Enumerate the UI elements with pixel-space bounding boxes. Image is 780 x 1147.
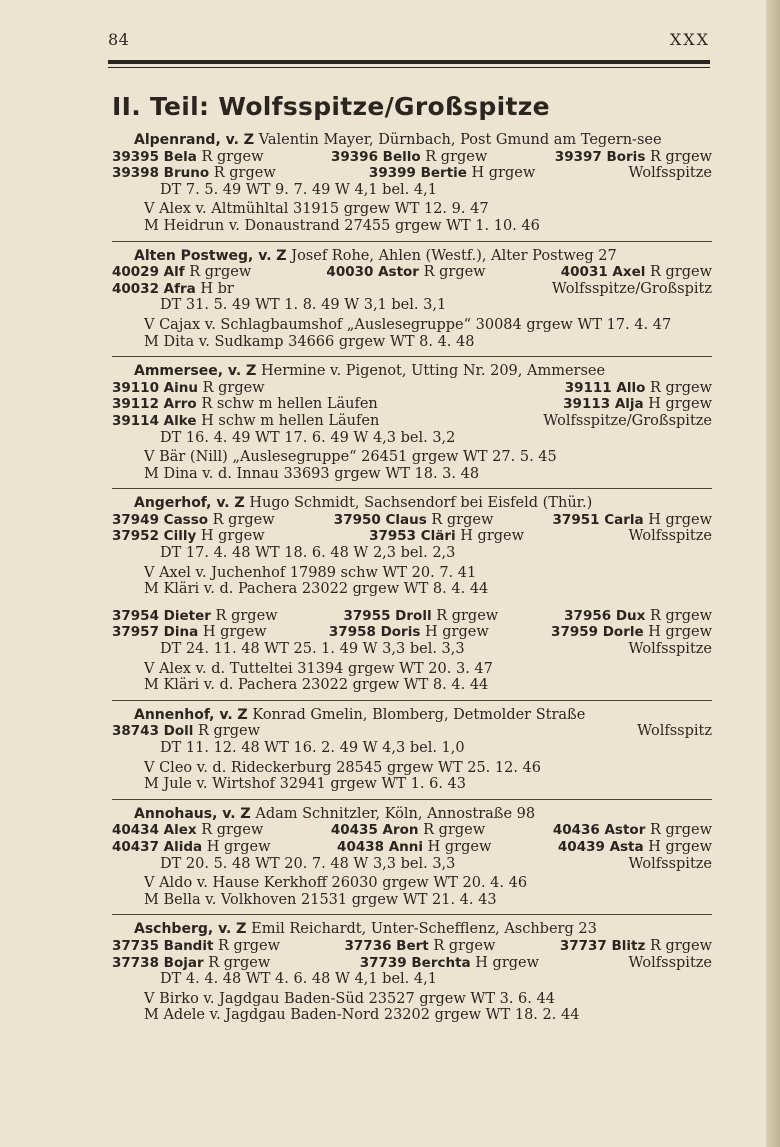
litter-dates xyxy=(112,641,712,658)
breeder-marker: Z xyxy=(245,363,257,380)
puppy-sex-color: R grgew xyxy=(423,822,486,839)
litter-block xyxy=(112,380,712,483)
kennel-entry xyxy=(112,126,712,242)
puppy-record xyxy=(369,165,535,182)
puppy-sex-color: H schw m hellen Läufen xyxy=(201,412,380,429)
litter-dates-text: DT 31. 5. 49 WT 1. 8. 49 W 3,1 bel. 3,1 xyxy=(160,297,447,314)
kennel-entry xyxy=(112,800,712,916)
puppy-number-name: 40438 Anni xyxy=(337,838,424,855)
puppy-record xyxy=(565,380,712,397)
puppy-record xyxy=(344,608,499,625)
dam-line: M Heidrun v. Donaustrand 27455 grgew WT 1. 10. 46 xyxy=(144,217,540,234)
breeder-address: Hugo Schmidt, Sachsendorf bei Eisfeld (Thür.) xyxy=(249,495,593,512)
puppy-number-name: 37957 Dina xyxy=(112,624,199,641)
puppy-row xyxy=(112,608,712,625)
kennel-owner-line xyxy=(112,707,712,724)
puppy-record xyxy=(112,281,234,298)
puppy-number-name: 38743 Doll xyxy=(112,723,194,740)
puppy-sex-color: H grgew xyxy=(206,838,271,855)
puppy-sex-color: R schw m hellen Läufen xyxy=(201,396,378,413)
header-rule-thick xyxy=(108,60,710,64)
puppy-sex-color: H grgew xyxy=(200,528,265,545)
puppy-record xyxy=(369,528,524,545)
puppy-sex-color: R grgew xyxy=(201,148,264,165)
litter-dates xyxy=(112,740,712,757)
litter-dates xyxy=(112,297,712,314)
puppy-number-name: 37956 Dux xyxy=(564,607,646,624)
litter-dates-text: DT 24. 11. 48 WT 25. 1. 49 W 3,3 bel. 3,3 xyxy=(160,641,465,658)
breeder-address: Josef Rohe, Ahlen (Westf.), Alter Postweg 27 xyxy=(291,247,617,264)
puppy-number-name: 37955 Droll xyxy=(343,607,432,624)
puppy-record xyxy=(326,264,485,281)
puppy-sex-color: H grgew xyxy=(648,838,712,855)
litter-dates xyxy=(112,182,712,199)
dam-line: M Jule v. Wirtshof 32941 grgew WT 1. 6. 43 xyxy=(144,776,467,793)
puppy-number-name: 37739 Berchta xyxy=(359,954,471,971)
puppy-number-name: 37951 Carla xyxy=(552,511,644,528)
puppy-sex-color: R grgew xyxy=(202,379,265,396)
puppy-row xyxy=(112,149,712,166)
page-header xyxy=(108,30,710,52)
breed-label: Wolfsspitze xyxy=(628,528,712,545)
puppy-record xyxy=(112,396,378,413)
puppy-record xyxy=(112,955,270,972)
dam-line: M Bella v. Volkhoven 21531 grgew WT 21. 4. 43 xyxy=(144,891,497,908)
puppy-record xyxy=(329,624,489,641)
puppy-number-name: 39114 Alke xyxy=(112,412,197,429)
kennel-name: Ammersee, v. xyxy=(134,363,242,380)
puppy-record xyxy=(561,264,712,281)
puppy-record xyxy=(331,149,487,166)
puppy-record xyxy=(112,528,265,545)
puppy-number-name: 40439 Asta xyxy=(557,838,644,855)
puppy-row xyxy=(112,264,712,281)
sire-line: V Bär (Nill) „Auslesegruppe“ 26451 grgew WT 27. 5. 45 xyxy=(144,449,557,466)
page-edge-shadow xyxy=(766,0,780,1147)
puppy-number-name: 40031 Axel xyxy=(560,264,646,281)
dam-line: M Adele v. Jagdgau Baden-Nord 23202 grgew WT 18. 2. 44 xyxy=(144,1007,580,1024)
breed-label: Wolfsspitze xyxy=(628,641,712,658)
puppy-sex-color: H grgew xyxy=(460,528,525,545)
kennel-name: Annohaus, v. xyxy=(134,805,236,822)
puppy-row xyxy=(112,938,712,955)
puppy-number-name: 40436 Astor xyxy=(552,822,646,839)
puppy-number-name: 37736 Bert xyxy=(344,937,429,954)
puppy-number-name: 39395 Bela xyxy=(112,148,197,165)
kennel-owner-line xyxy=(112,363,712,380)
puppy-number-name: 40032 Afra xyxy=(112,280,196,297)
puppy-sex-color: R grgew xyxy=(649,937,712,954)
kennel-name: Annenhof, v. xyxy=(134,706,233,723)
kennel-owner-line xyxy=(112,921,712,938)
puppy-number-name: 37954 Dieter xyxy=(112,607,211,624)
puppy-row xyxy=(112,281,712,298)
puppy-sex-color: H grgew xyxy=(648,511,712,528)
litter-block xyxy=(112,822,712,908)
litter-dates-text: DT 11. 12. 48 WT 16. 2. 49 W 4,3 bel. 1,0 xyxy=(160,740,465,756)
puppy-record xyxy=(564,608,712,625)
kennel-name: Alpenrand, v. xyxy=(134,132,239,148)
puppy-record xyxy=(112,624,267,641)
dam-line: M Dina v. d. Innau 33693 grgew WT 18. 3. 48 xyxy=(144,465,480,482)
puppy-record xyxy=(112,165,276,182)
puppy-sex-color: R grgew xyxy=(649,264,712,281)
litter-dates-text: DT 16. 4. 49 WT 17. 6. 49 W 4,3 bel. 3,2 xyxy=(160,429,456,446)
puppy-sex-color: R grgew xyxy=(218,937,281,954)
puppy-number-name: 37949 Casso xyxy=(112,511,209,528)
kennel-entry xyxy=(112,489,712,701)
sire-line: V Alex v. d. Tutteltei 31394 grgew WT 20. 3. 47 xyxy=(144,660,493,677)
dam-line: M Kläri v. d. Pachera 23022 grgew WT 8. 4. 44 xyxy=(144,581,489,598)
kennel-name: Angerhof, v. xyxy=(134,495,230,512)
header-rule-thin xyxy=(108,67,710,68)
puppy-record xyxy=(337,839,491,856)
kennel-name: Alten Postweg, v. xyxy=(134,247,272,264)
breed-label: Wolfsspitze xyxy=(628,954,712,971)
puppy-record xyxy=(112,723,260,740)
kennel-entries xyxy=(112,126,712,1030)
puppy-sex-color: H grgew xyxy=(427,838,492,855)
puppy-record xyxy=(558,839,712,856)
puppy-row xyxy=(112,624,712,641)
breed-label: Wolfsspitze/Großspitze xyxy=(543,412,712,429)
puppy-row xyxy=(112,396,712,413)
litter-block xyxy=(112,723,712,792)
breeder-marker: Z xyxy=(235,921,247,938)
puppy-number-name: 37950 Claus xyxy=(333,511,427,528)
kennel-entry xyxy=(112,915,712,1030)
litter-dates-text: DT 17. 4. 48 WT 18. 6. 48 W 2,3 bel. 2,3 xyxy=(160,545,456,562)
puppy-row xyxy=(112,512,712,529)
puppy-sex-color: R grgew xyxy=(423,264,486,281)
puppy-record xyxy=(334,512,494,529)
litter-dates xyxy=(112,856,712,873)
puppy-record xyxy=(112,512,275,529)
puppy-record xyxy=(345,938,496,955)
puppy-number-name: 40029 Alf xyxy=(112,264,185,281)
puppy-sex-color: R grgew xyxy=(649,607,712,624)
puppy-row xyxy=(112,413,712,430)
breed-label: Wolfsspitze xyxy=(628,855,712,872)
puppy-sex-color: R grgew xyxy=(208,954,271,971)
puppy-sex-color: R grgew xyxy=(433,937,496,954)
puppy-record xyxy=(553,512,712,529)
puppy-sex-color: R grgew xyxy=(198,723,261,740)
puppy-row xyxy=(112,822,712,839)
litter-block xyxy=(112,608,712,694)
puppy-row xyxy=(112,723,712,740)
puppy-number-name: 40434 Alex xyxy=(112,822,197,839)
sire-line: V Cajax v. Schlagbaumshof „Auslesegruppe“ 30084 grgew WT 17. 4. 47 xyxy=(144,316,672,333)
puppy-sex-color: H grgew xyxy=(424,624,489,641)
puppy-number-name: 37959 Dorle xyxy=(551,624,644,641)
puppy-number-name: 39110 Ainu xyxy=(112,379,198,396)
puppy-number-name: 37735 Bandit xyxy=(112,937,214,954)
puppy-record xyxy=(551,624,712,641)
puppy-sex-color: R grgew xyxy=(215,607,278,624)
puppy-record xyxy=(112,822,263,839)
puppy-number-name: 39111 Allo xyxy=(564,379,646,396)
breeder-marker: Z xyxy=(276,247,287,264)
breed-label: Wolfsspitz xyxy=(637,723,712,740)
section-roman-numeral: XXX xyxy=(669,30,710,49)
litter-dates xyxy=(112,430,712,447)
breed-label: Wolfsspitze xyxy=(628,165,712,182)
breeder-address: Emil Reichardt, Unter-Schefflenz, Aschberg 23 xyxy=(251,921,597,938)
kennel-entry xyxy=(112,357,712,489)
puppy-sex-color: H grgew xyxy=(202,624,267,641)
puppy-number-name: 39399 Bertie xyxy=(368,165,467,182)
puppy-number-name: 37953 Cläri xyxy=(369,528,456,545)
litter-dates-text: DT 20. 5. 48 WT 20. 7. 48 W 3,3 bel. 3,3 xyxy=(160,855,456,872)
puppy-number-name: 39113 Alja xyxy=(563,396,644,413)
dam-line: M Dita v. Sudkamp 34666 grgew WT 8. 4. 48 xyxy=(144,333,475,350)
puppy-record xyxy=(112,839,271,856)
puppy-sex-color: R grgew xyxy=(431,511,494,528)
kennel-name: Aschberg, v. xyxy=(134,921,232,938)
puppy-record xyxy=(560,938,712,955)
puppy-number-name: 40030 Astor xyxy=(326,264,419,281)
kennel-owner-line xyxy=(112,806,712,823)
sire-line: V Alex v. Altmühltal 31915 grgew WT 12. 9. 47 xyxy=(144,201,489,218)
puppy-row xyxy=(112,955,712,972)
puppy-record xyxy=(563,396,712,413)
puppy-sex-color: R grgew xyxy=(213,165,276,182)
puppy-record xyxy=(553,822,712,839)
litter-dates-text: DT 4. 4. 48 WT 4. 6. 48 W 4,1 bel. 4,1 xyxy=(160,971,437,988)
puppy-sex-color: H grgew xyxy=(648,396,712,413)
dam-line: M Kläri v. d. Pachera 23022 grgew WT 8. 4. 44 xyxy=(144,677,489,694)
puppy-record xyxy=(112,149,263,166)
breeder-address: Adam Schnitzler, Köln, Annostraße 98 xyxy=(255,805,536,822)
kennel-owner-line xyxy=(112,495,712,512)
sire-line: V Axel v. Juchenhof 17989 schw WT 20. 7. 41 xyxy=(144,564,477,581)
litter-dates-text: DT 7. 5. 49 WT 9. 7. 49 W 4,1 bel. 4,1 xyxy=(160,181,437,198)
puppy-sex-color: R grgew xyxy=(425,148,488,165)
puppy-record xyxy=(331,822,485,839)
litter-dates xyxy=(112,545,712,562)
breeder-address: Valentin Mayer, Dürnbach, Post Gmund am Tegern-see xyxy=(258,132,662,148)
breeder-address: Konrad Gmelin, Blomberg, Detmolder Straße xyxy=(252,706,586,723)
puppy-row xyxy=(112,839,712,856)
litter-block xyxy=(112,264,712,350)
puppy-number-name: 40437 Alida xyxy=(112,838,203,855)
litter-block xyxy=(112,512,712,598)
kennel-entry xyxy=(112,242,712,358)
part-title: II. Teil: Wolfsspitze/Großspitze xyxy=(112,92,550,121)
puppy-sex-color: H br xyxy=(200,280,234,297)
breeder-marker: Z xyxy=(237,706,248,723)
puppy-sex-color: R grgew xyxy=(649,148,712,165)
kennel-owner-line xyxy=(112,248,712,265)
puppy-number-name: 39397 Boris xyxy=(554,148,646,165)
kennel-entry xyxy=(112,701,712,800)
litter-dates xyxy=(112,971,712,988)
puppy-record xyxy=(112,380,265,397)
puppy-number-name: 37952 Cilly xyxy=(112,528,197,545)
puppy-sex-color: H grgew xyxy=(475,954,540,971)
puppy-number-name: 39396 Bello xyxy=(331,148,421,165)
puppy-row xyxy=(112,528,712,545)
puppy-sex-color: R grgew xyxy=(189,264,252,281)
kennel-owner-line xyxy=(112,132,712,149)
puppy-number-name: 40435 Aron xyxy=(330,822,419,839)
page-number: 84 xyxy=(108,30,130,49)
puppy-record xyxy=(360,955,539,972)
breed-label: Wolfsspitze/Großspitz xyxy=(551,280,712,297)
puppy-sex-color: R grgew xyxy=(212,511,275,528)
sire-line: V Aldo v. Hause Kerkhoff 26030 grgew WT 20. 4. 46 xyxy=(144,875,528,892)
puppy-record xyxy=(112,264,251,281)
puppy-record xyxy=(112,608,278,625)
puppy-row xyxy=(112,165,712,182)
breeder-marker: Z xyxy=(243,132,255,148)
puppy-sex-color: R grgew xyxy=(201,822,264,839)
puppy-number-name: 37738 Bojar xyxy=(112,954,204,971)
litter-block xyxy=(112,149,712,235)
sire-line: V Cleo v. d. Rideckerburg 28545 grgew WT 25. 12. 46 xyxy=(144,759,542,776)
puppy-record xyxy=(112,938,280,955)
litter-block xyxy=(112,938,712,1024)
puppy-sex-color: H grgew xyxy=(648,624,712,641)
breeder-marker: Z xyxy=(240,805,251,822)
sire-line: V Birko v. Jagdgau Baden-Süd 23527 grgew WT 3. 6. 44 xyxy=(144,990,555,1007)
puppy-number-name: 37737 Blitz xyxy=(559,937,646,954)
puppy-sex-color: H grgew xyxy=(471,165,536,182)
puppy-record xyxy=(112,413,379,430)
puppy-sex-color: R grgew xyxy=(649,822,712,839)
puppy-sex-color: R grgew xyxy=(436,607,499,624)
breeder-marker: Z xyxy=(234,495,245,512)
puppy-sex-color: R grgew xyxy=(649,379,712,396)
puppy-record xyxy=(555,149,712,166)
puppy-row xyxy=(112,380,712,397)
puppy-number-name: 39112 Arro xyxy=(112,396,197,413)
breeder-address: Hermine v. Pigenot, Utting Nr. 209, Ammersee xyxy=(260,363,606,380)
puppy-number-name: 37958 Doris xyxy=(328,624,421,641)
puppy-number-name: 39398 Bruno xyxy=(112,165,210,182)
